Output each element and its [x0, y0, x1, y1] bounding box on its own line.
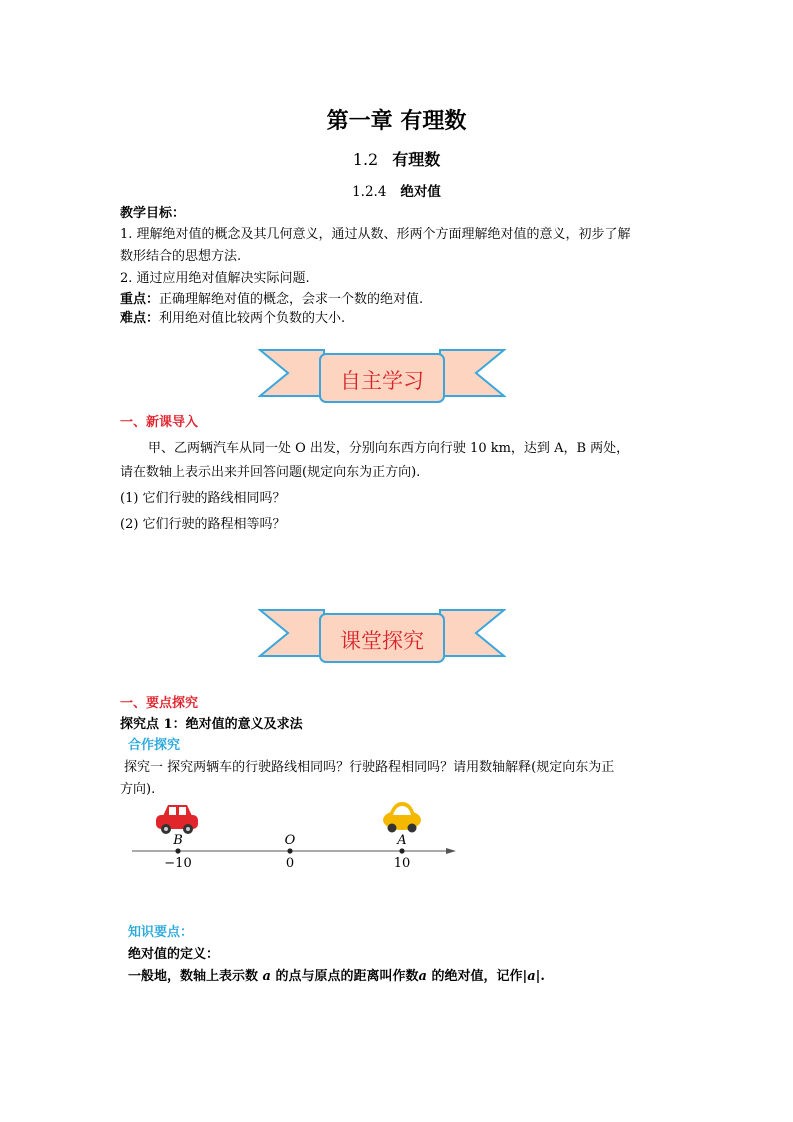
definition-title: 绝对值的定义： [128, 947, 220, 962]
intro-question-2: (2) 它们行驶的路程相等吗？ [120, 517, 286, 532]
tick-label-0: −10 [164, 856, 192, 871]
knowledge-heading: 知识要点： [128, 925, 194, 940]
definition-part-2: 的点与原点的距离叫作数 [270, 969, 419, 984]
difficult-point-label: 难点： [120, 311, 160, 326]
point-dot-b [175, 848, 180, 853]
subsection-heading [0, 180, 793, 200]
key-point-label: 重点： [120, 292, 160, 307]
definition-part-1: 一般地，数轴上表示数 [128, 969, 263, 984]
objectives-heading: 教学目标： [120, 206, 186, 221]
banner-class-explore-label: 课堂探究 [340, 629, 424, 653]
point-label-b: B [173, 833, 183, 848]
subsection-number: 1.2.4 [352, 184, 387, 200]
explore-heading: 一、要点探究 [120, 696, 199, 711]
definition-part-3: 的绝对值，记作| [426, 969, 528, 984]
intro-question-1: (1) 它们行驶的路线相同吗？ [120, 491, 286, 506]
point-dot-a [399, 848, 404, 853]
banner-self-study-label: 自主学习 [340, 369, 424, 393]
section-title: 有理数 [392, 150, 441, 169]
section-heading [0, 147, 793, 170]
yellow-car-icon [383, 802, 421, 833]
banner-class-explore [258, 608, 506, 664]
chapter-title: 第一章 有理数 [326, 108, 467, 134]
key-point [120, 288, 423, 307]
inquiry-line-2: 方向). [120, 782, 156, 797]
cooperative-inquiry-label: 合作探究 [128, 738, 181, 753]
point-dot-o [287, 848, 292, 853]
banner-self-study [258, 348, 506, 404]
point-label-a: A [397, 833, 407, 848]
key-point-text: 正确理解绝对值的概念，会求一个数的绝对值. [159, 292, 424, 307]
objective-1-line-1: 1. 理解绝对值的概念及其几何意义，通过从数、形两个方面理解绝对值的意义，初步了解 [120, 227, 631, 242]
section-number: 1.2 [352, 150, 379, 169]
explore-point-title: 探究点 1：绝对值的意义及求法 [120, 717, 303, 732]
number-line-figure [120, 798, 470, 874]
objective-1-line-2: 数形结合的思想方法. [120, 249, 242, 264]
definition-part-4: |. [535, 969, 545, 984]
variable-a: a [527, 969, 536, 984]
inquiry-line-1: 探究一 探究两辆车的行驶路线相同吗？行驶路程相同吗？请用数轴解释(规定向东为正 [124, 760, 615, 775]
intro-paragraph-line-1: 甲、乙两辆汽车从同一处 O 出发，分别向东西方向行驶 10 km，达到 A，B 两处， [148, 441, 630, 456]
difficult-point-text: 利用绝对值比较两个负数的大小. [159, 311, 346, 326]
intro-heading: 一、新课导入 [120, 415, 199, 430]
variable-a: a [418, 969, 427, 984]
subsection-title: 绝对值 [400, 184, 441, 200]
point-label-o: O [284, 833, 296, 848]
variable-a: a [262, 969, 271, 984]
objective-2: 2. 通过应用绝对值解决实际问题. [120, 271, 310, 286]
arrow-right-icon [446, 848, 456, 854]
definition-text [128, 965, 545, 984]
intro-paragraph-line-2: 请在数轴上表示出来并回答问题(规定向东为正方向). [120, 465, 421, 480]
tick-label-2: 10 [393, 856, 411, 871]
difficult-point [120, 307, 345, 326]
red-car-icon [156, 805, 198, 834]
tick-label-1: 0 [285, 856, 295, 871]
